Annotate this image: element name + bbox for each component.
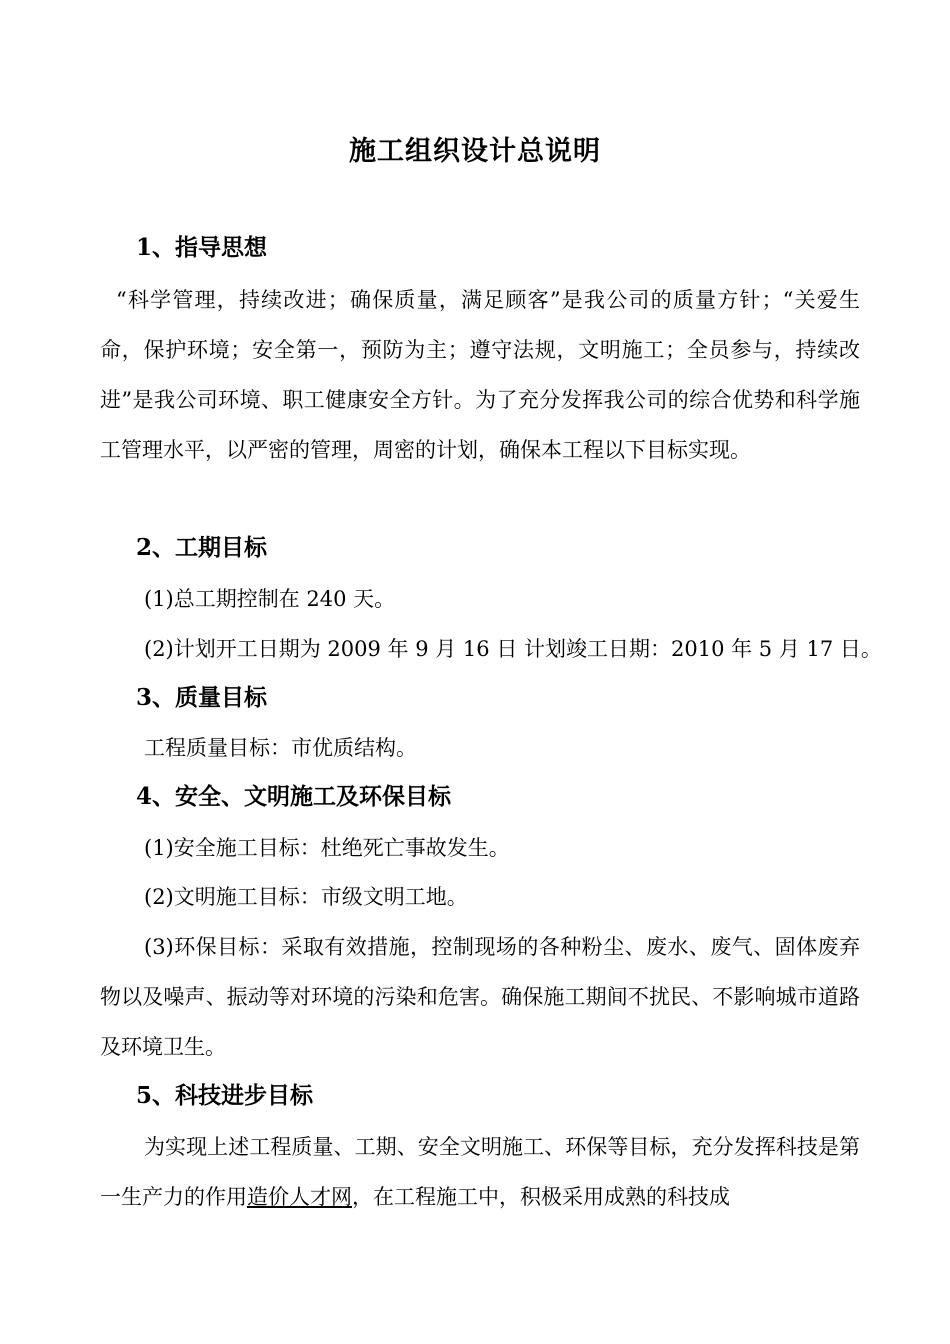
paragraph-guiding-ideology: “科学管理，持续改进；确保质量，满足顾客”是我公司的质量方针；“关爱生命，保护环境；安全第一，预防为主；遵守法规，文明施工；全员参与，持续改进”是我公司环境、职工健康安全方针。为了充分发挥我公司的综合优势和科学施工管理水平，以严密的管理，周密的计划，确保本工程以下目标实现。 [100,288,860,462]
quality-item-target: 工程质量目标：市优质结构。 [144,736,417,760]
technology-text-before-link: 为实现上述工程质量、工期、安全文明施工、环保等目标，充分发挥科技是第一生产力的作用 [100,1135,860,1209]
safety-item-civilized-construction: (2)文明施工目标：市级文明工地。 [144,885,468,909]
schedule-item-total-duration: (1)总工期控制在 240 天。 [144,587,396,611]
paragraph-environment-goal: (3)环保目标：采取有效措施，控制现场的各种粉尘、废水、废气、固体废弃物以及噪声、振动等对环境的污染和危害。确保施工期间不扰民、不影响城市道路及环境卫生。 [100,935,860,1059]
paragraph-technology-goal [100,1122,860,1222]
section-heading-schedule-goal: 2、工期目标 [136,534,268,561]
section-heading-technology-goal: 5、科技进步目标 [136,1082,314,1109]
cost-talent-network-link[interactable]: 造价人才网 [247,1185,352,1209]
technology-text-after-link: ，在工程施工中，积极采用成熟的科技成 [352,1185,730,1209]
schedule-item-start-end-dates: (2)计划开工日期为 2009 年 9 月 16 日 计划竣工日期：2010 年 5 月 17 日。 [144,637,882,661]
section-heading-guiding-ideology: 1、指导思想 [136,234,268,261]
section-heading-quality-goal: 3、质量目标 [136,684,268,711]
section-heading-safety-environment-goal: 4、安全、文明施工及环保目标 [136,783,452,810]
document-title: 施工组织设计总说明 [349,136,601,167]
safety-item-construction-safety: (1)安全施工目标：杜绝死亡事故发生。 [144,836,510,860]
